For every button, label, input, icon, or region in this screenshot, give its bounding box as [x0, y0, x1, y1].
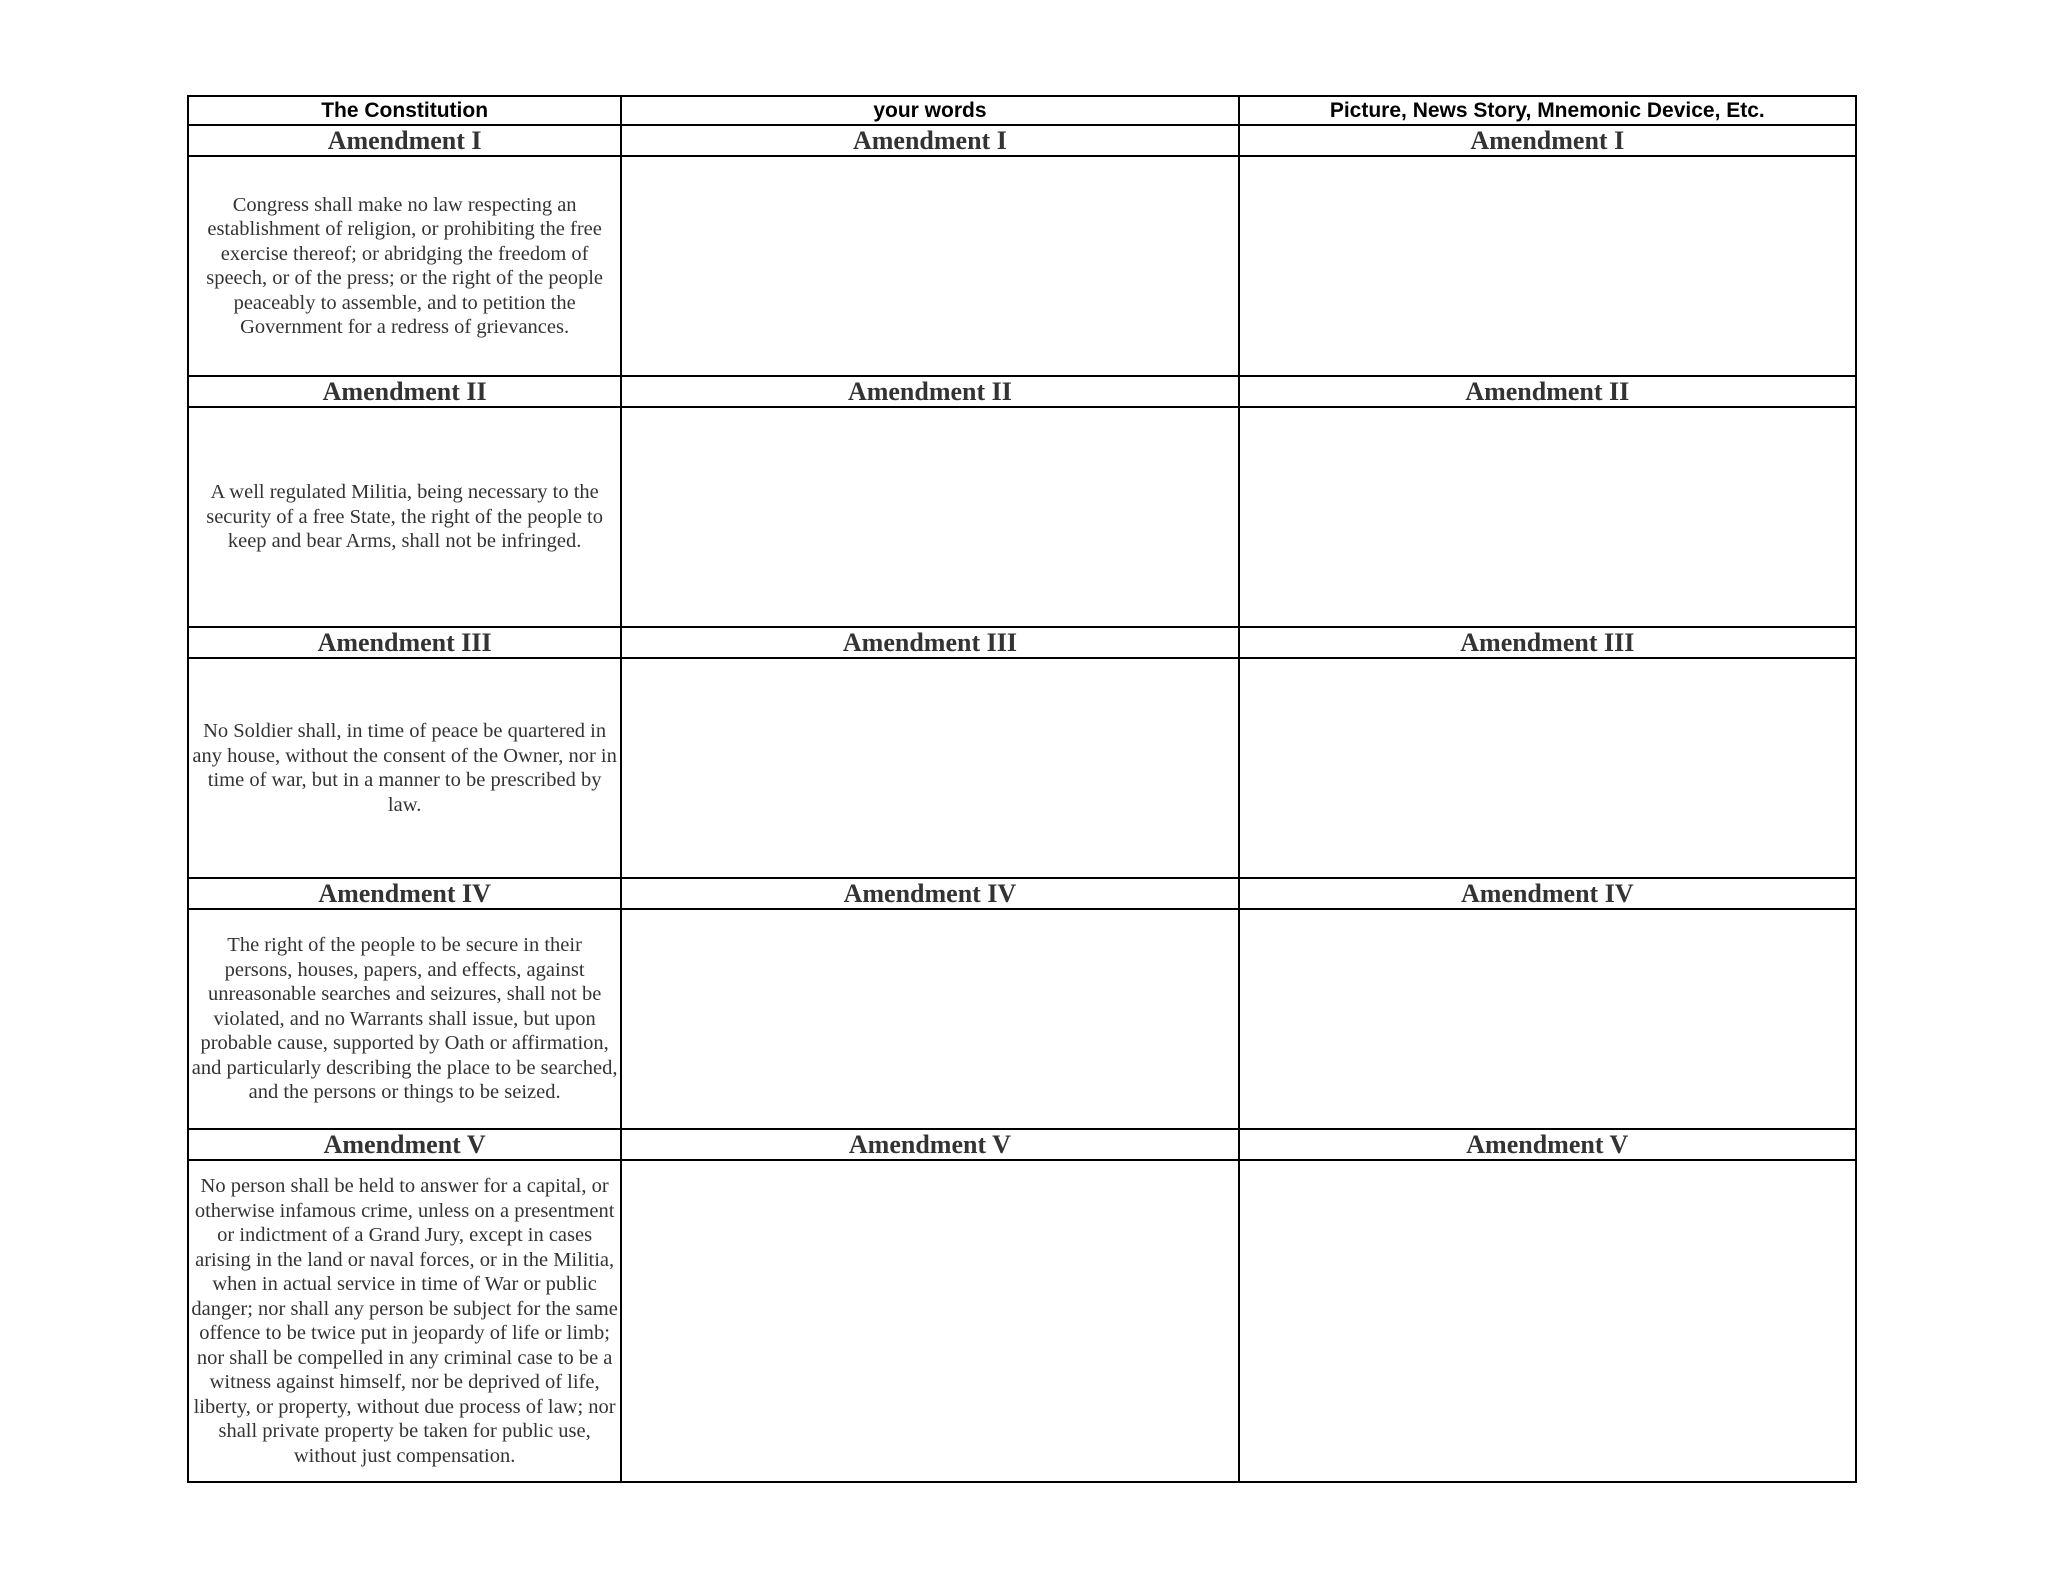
picture-mnemonic-cell[interactable]: [1239, 407, 1856, 627]
amendment-text: A well regulated Militia, being necessary to the security of a free State, the right of the people to keep and bear Arms, shall not be infringed.: [206, 481, 603, 553]
your-words-cell[interactable]: [621, 1160, 1238, 1482]
amendment-title-row: [188, 125, 1856, 156]
amendment-text-cell: [188, 1160, 621, 1482]
amendment-body-row: [188, 156, 1856, 376]
picture-mnemonic-cell[interactable]: [1239, 1160, 1856, 1482]
picture-mnemonic-cell[interactable]: [1239, 909, 1856, 1129]
header-your-words: your words: [621, 96, 1238, 125]
amendment-text: No person shall be held to answer for a capital, or otherwise infamous crime, unless on a presentment or indictment of a Grand Jury, except in cases arising in the land or naval forces, or in the Militia, when in actual service in time of War or public danger; nor shall any person be subject for the same offence to be twice put in jeopardy of life or limb; nor shall be compelled in any criminal case to be a witness against himself, nor be deprived of life, liberty, or property, without due process of law; nor shall private property be taken for public use, without just compensation.: [191, 1175, 618, 1467]
amendment-title: Amendment I: [188, 125, 621, 156]
amendment-title: Amendment II: [188, 376, 621, 407]
amendment-title-row: [188, 878, 1856, 909]
picture-mnemonic-cell[interactable]: [1239, 156, 1856, 376]
amendment-text: The right of the people to be secure in their persons, houses, papers, and effects, against unreasonable searches and seizures, shall not be violated, and no Warrants shall issue, but upon probable cause, supported by Oath or affirmation, and particularly describing the place to be searched, and the persons or things to be seized.: [191, 934, 618, 1104]
amendment-text: Congress shall make no law respecting an establishment of religion, or prohibiting the free exercise thereof; or abridging the freedom of speech, or of the press; or the right of the people peaceably to assemble, and to petition the Government for a redress of grievances.: [206, 193, 604, 338]
amendment-text-cell: [188, 658, 621, 878]
header-picture-mnemonic: Picture, News Story, Mnemonic Device, Etc.: [1239, 96, 1856, 125]
your-words-cell[interactable]: [621, 909, 1238, 1129]
amendment-body-row: [188, 658, 1856, 878]
amendment-title: Amendment II: [1239, 376, 1856, 407]
amendment-body-row: [188, 909, 1856, 1129]
amendment-title: Amendment IV: [188, 878, 621, 909]
header-constitution: The Constitution: [188, 96, 621, 125]
amendment-text-cell: [188, 156, 621, 376]
header-row: [188, 96, 1856, 125]
amendment-title: Amendment V: [621, 1129, 1238, 1160]
amendment-title: Amendment IV: [1239, 878, 1856, 909]
amendment-body-row: [188, 1160, 1856, 1482]
amendment-title: Amendment III: [1239, 627, 1856, 658]
amendment-title: Amendment V: [188, 1129, 621, 1160]
amendment-title-row: [188, 1129, 1856, 1160]
amendment-text-cell: [188, 407, 621, 627]
amendment-title-row: [188, 627, 1856, 658]
amendment-title: Amendment I: [621, 125, 1238, 156]
your-words-cell[interactable]: [621, 658, 1238, 878]
picture-mnemonic-cell[interactable]: [1239, 658, 1856, 878]
amendment-title: Amendment I: [1239, 125, 1856, 156]
your-words-cell[interactable]: [621, 156, 1238, 376]
amendment-text: No Soldier shall, in time of peace be quartered in any house, without the consent of the Owner, nor in time of war, but in a manner to be prescribed by law.: [192, 720, 617, 816]
amendment-title: Amendment III: [188, 627, 621, 658]
amendment-title: Amendment II: [621, 376, 1238, 407]
your-words-cell[interactable]: [621, 407, 1238, 627]
amendment-title: Amendment III: [621, 627, 1238, 658]
amendment-title: Amendment IV: [621, 878, 1238, 909]
amendment-body-row: [188, 407, 1856, 627]
amendment-text-cell: [188, 909, 621, 1129]
amendment-title-row: [188, 376, 1856, 407]
amendment-title: Amendment V: [1239, 1129, 1856, 1160]
amendments-worksheet-table: [187, 95, 1857, 1483]
